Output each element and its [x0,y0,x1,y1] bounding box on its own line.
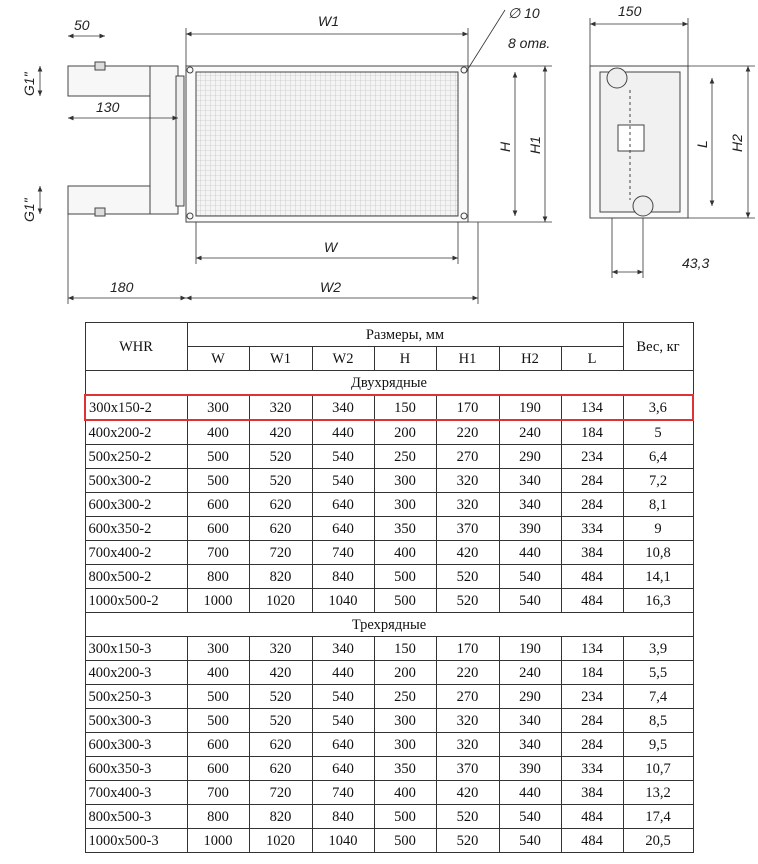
dimension-cell: 190 [499,637,561,661]
dimension-cell: 150 [374,637,436,661]
dimension-cell: 820 [249,805,312,829]
dimension-cell: 290 [499,445,561,469]
section-title: Двухрядные [85,371,693,396]
dimension-cell: 350 [374,517,436,541]
dimension-cell: 484 [561,829,623,853]
dimension-cell: 340 [312,637,374,661]
dimension-cell: 520 [249,685,312,709]
dimension-cell: 620 [249,517,312,541]
model-cell: 400x200-3 [85,661,187,685]
dimension-cell: 600 [187,517,249,541]
col-w: W [187,347,249,371]
dimension-cell: 540 [499,829,561,853]
dimension-cell: 520 [436,829,499,853]
dimension-cell: 334 [561,517,623,541]
weight-cell: 8,5 [623,709,693,733]
weight-cell: 5 [623,420,693,445]
spec-table [84,322,694,853]
dimension-cell: 600 [187,733,249,757]
dimension-cell: 640 [312,493,374,517]
dimension-cell: 240 [499,661,561,685]
model-cell: 600x350-3 [85,757,187,781]
model-cell: 800x500-2 [85,565,187,589]
weight-cell: 3,9 [623,637,693,661]
table-row [85,757,693,781]
model-cell: 500x250-2 [85,445,187,469]
dimension-cell: 820 [249,565,312,589]
dimension-cell: 700 [187,781,249,805]
model-cell: 300x150-3 [85,637,187,661]
dimension-cell: 440 [499,781,561,805]
model-cell: 1000x500-2 [85,589,187,613]
table-body [85,371,693,853]
dimension-cell: 300 [374,493,436,517]
dimension-cell: 484 [561,805,623,829]
dim-h2: H2 [729,134,745,152]
model-cell: 700x400-3 [85,781,187,805]
dimension-cell: 640 [312,517,374,541]
dim-holes-count: 8 отв. [508,35,551,51]
weight-cell: 7,4 [623,685,693,709]
dimension-cell: 440 [499,541,561,565]
dimension-cell: 390 [499,517,561,541]
dimension-cell: 340 [499,733,561,757]
dimension-cell: 420 [249,661,312,685]
weight-cell: 9,5 [623,733,693,757]
dimension-cell: 620 [249,493,312,517]
dimension-cell: 300 [187,637,249,661]
table-row [85,637,693,661]
dimension-cell: 270 [436,685,499,709]
section-row [85,371,693,396]
dimension-cell: 620 [249,757,312,781]
col-l: L [561,347,623,371]
model-cell: 800x500-3 [85,805,187,829]
dimension-cell: 300 [374,469,436,493]
header-dimensions: Размеры, мм [187,323,623,347]
dim-50: 50 [74,17,90,33]
dimension-cell: 640 [312,733,374,757]
dim-g1-bottom: G1" [21,198,37,222]
dimension-cell: 284 [561,493,623,517]
model-cell: 500x300-3 [85,709,187,733]
technical-drawing [0,0,758,310]
dimension-cell: 150 [374,395,436,420]
dimension-cell: 440 [312,661,374,685]
dim-g1-top: G1" [21,72,37,96]
weight-cell: 3,6 [623,395,693,420]
model-cell: 700x400-2 [85,541,187,565]
model-cell: 300x150-2 [85,395,187,420]
table-row [85,805,693,829]
weight-cell: 16,3 [623,589,693,613]
dimension-cell: 220 [436,661,499,685]
dimension-cell: 720 [249,541,312,565]
dimension-cell: 1040 [312,589,374,613]
model-cell: 500x300-2 [85,469,187,493]
dimension-cell: 540 [312,445,374,469]
table-row [85,445,693,469]
header-collector [150,66,178,214]
table-row [85,685,693,709]
dimension-cell: 1000 [187,589,249,613]
dimension-cell: 500 [374,565,436,589]
dimension-cell: 500 [374,589,436,613]
dimension-cell: 320 [436,709,499,733]
dimension-cell: 300 [374,709,436,733]
dimension-cell: 184 [561,420,623,445]
top-pipe [68,66,158,96]
dimension-cell: 500 [374,829,436,853]
dimension-cell: 134 [561,395,623,420]
dimension-cell: 540 [499,805,561,829]
table-row [85,709,693,733]
dimension-cell: 600 [187,493,249,517]
dimension-cell: 420 [436,541,499,565]
dimension-cell: 840 [312,805,374,829]
weight-cell: 9 [623,517,693,541]
weight-cell: 14,1 [623,565,693,589]
weight-cell: 17,4 [623,805,693,829]
dim-hole-diameter: ∅ 10 [508,5,540,21]
dimension-cell: 220 [436,420,499,445]
dimension-cell: 340 [499,469,561,493]
dimension-cell: 250 [374,445,436,469]
col-h: H [374,347,436,371]
dim-l: L [694,140,710,148]
dimension-cell: 420 [436,781,499,805]
dim-w2: W2 [320,279,341,295]
dimension-cell: 500 [187,469,249,493]
dimension-cell: 800 [187,805,249,829]
dimension-cell: 720 [249,781,312,805]
dimension-cell: 540 [312,469,374,493]
dimension-cell: 200 [374,420,436,445]
dimension-cell: 170 [436,637,499,661]
model-cell: 500x250-3 [85,685,187,709]
dimension-cell: 1020 [249,589,312,613]
dimension-cell: 384 [561,541,623,565]
col-w2: W2 [312,347,374,371]
dim-180: 180 [110,279,134,295]
dimension-cell: 370 [436,757,499,781]
dim-w: W [324,239,338,255]
dimension-cell: 1000 [187,829,249,853]
dimension-cell: 390 [499,757,561,781]
col-w1: W1 [249,347,312,371]
weight-cell: 5,5 [623,661,693,685]
dimension-cell: 1040 [312,829,374,853]
dimension-cell: 284 [561,469,623,493]
dimension-cell: 540 [312,709,374,733]
dimension-cell: 334 [561,757,623,781]
dimension-cell: 520 [249,445,312,469]
model-cell: 600x300-3 [85,733,187,757]
table-row [85,469,693,493]
table-row [85,420,693,445]
dimension-cell: 270 [436,445,499,469]
dim-43-3: 43,3 [682,255,710,271]
dimension-cell: 520 [436,805,499,829]
dimension-cell: 700 [187,541,249,565]
dimension-cell: 500 [187,445,249,469]
table-row [85,395,693,420]
dim-h1: H1 [527,136,543,154]
dimension-cell: 540 [499,565,561,589]
table-row [85,661,693,685]
dimension-cell: 340 [499,493,561,517]
weight-cell: 10,7 [623,757,693,781]
dimension-cell: 520 [249,709,312,733]
dimension-cell: 520 [249,469,312,493]
dimension-cell: 300 [374,733,436,757]
dimension-cell: 234 [561,445,623,469]
dimension-cell: 284 [561,733,623,757]
coil-grid [196,72,458,216]
dimension-cell: 520 [436,589,499,613]
dimension-cell: 284 [561,709,623,733]
dimension-cell: 1020 [249,829,312,853]
table-row [85,541,693,565]
dimension-cell: 620 [249,733,312,757]
dimension-cell: 484 [561,565,623,589]
dim-w1: W1 [318,13,339,29]
table-row [85,493,693,517]
dimension-cell: 440 [312,420,374,445]
dimension-cell: 370 [436,517,499,541]
dimension-cell: 320 [249,637,312,661]
model-cell: 600x350-2 [85,517,187,541]
dimension-cell: 400 [374,781,436,805]
header-model: WHR [85,323,187,371]
section-title: Трехрядные [85,613,693,637]
bottom-pipe [68,186,158,214]
dimension-cell: 484 [561,589,623,613]
table-row [85,829,693,853]
dimension-cell: 400 [374,541,436,565]
weight-cell: 20,5 [623,829,693,853]
dimension-cell: 540 [312,685,374,709]
dimension-cell: 170 [436,395,499,420]
dimension-cell: 320 [249,395,312,420]
header-weight: Вес, кг [623,323,693,371]
dimension-cell: 400 [187,661,249,685]
dimension-cell: 400 [187,420,249,445]
dimension-cell: 134 [561,637,623,661]
model-cell: 600x300-2 [85,493,187,517]
dimension-cell: 384 [561,781,623,805]
dimension-cell: 420 [249,420,312,445]
dimension-cell: 500 [374,805,436,829]
weight-cell: 6,4 [623,445,693,469]
dim-h: H [497,141,513,152]
table-row [85,517,693,541]
dimension-cell: 234 [561,685,623,709]
dimension-cell: 540 [499,589,561,613]
dimension-cell: 500 [187,685,249,709]
col-h1: H1 [436,347,499,371]
dimension-cell: 840 [312,565,374,589]
section-row [85,613,693,637]
table-row [85,589,693,613]
weight-cell: 13,2 [623,781,693,805]
dimension-cell: 190 [499,395,561,420]
dimension-cell: 184 [561,661,623,685]
dimension-cell: 740 [312,541,374,565]
weight-cell: 10,8 [623,541,693,565]
dimension-cell: 500 [187,709,249,733]
model-cell: 1000x500-3 [85,829,187,853]
table-row [85,781,693,805]
table-row [85,733,693,757]
dimension-cell: 320 [436,733,499,757]
model-cell: 400x200-2 [85,420,187,445]
dimension-cell: 240 [499,420,561,445]
weight-cell: 8,1 [623,493,693,517]
dimension-cell: 520 [436,565,499,589]
table-row [85,565,693,589]
dimension-cell: 600 [187,757,249,781]
dimension-cell: 740 [312,781,374,805]
dimension-cell: 320 [436,469,499,493]
weight-cell: 7,2 [623,469,693,493]
dimension-cell: 800 [187,565,249,589]
dimension-cell: 320 [436,493,499,517]
dim-130: 130 [96,99,120,115]
dimension-cell: 300 [187,395,249,420]
col-h2: H2 [499,347,561,371]
dimension-cell: 250 [374,685,436,709]
dimension-cell: 340 [499,709,561,733]
dim-150: 150 [618,3,642,19]
dimension-cell: 340 [312,395,374,420]
dimension-cell: 200 [374,661,436,685]
dimension-cell: 640 [312,757,374,781]
dimension-cell: 290 [499,685,561,709]
dimension-cell: 350 [374,757,436,781]
